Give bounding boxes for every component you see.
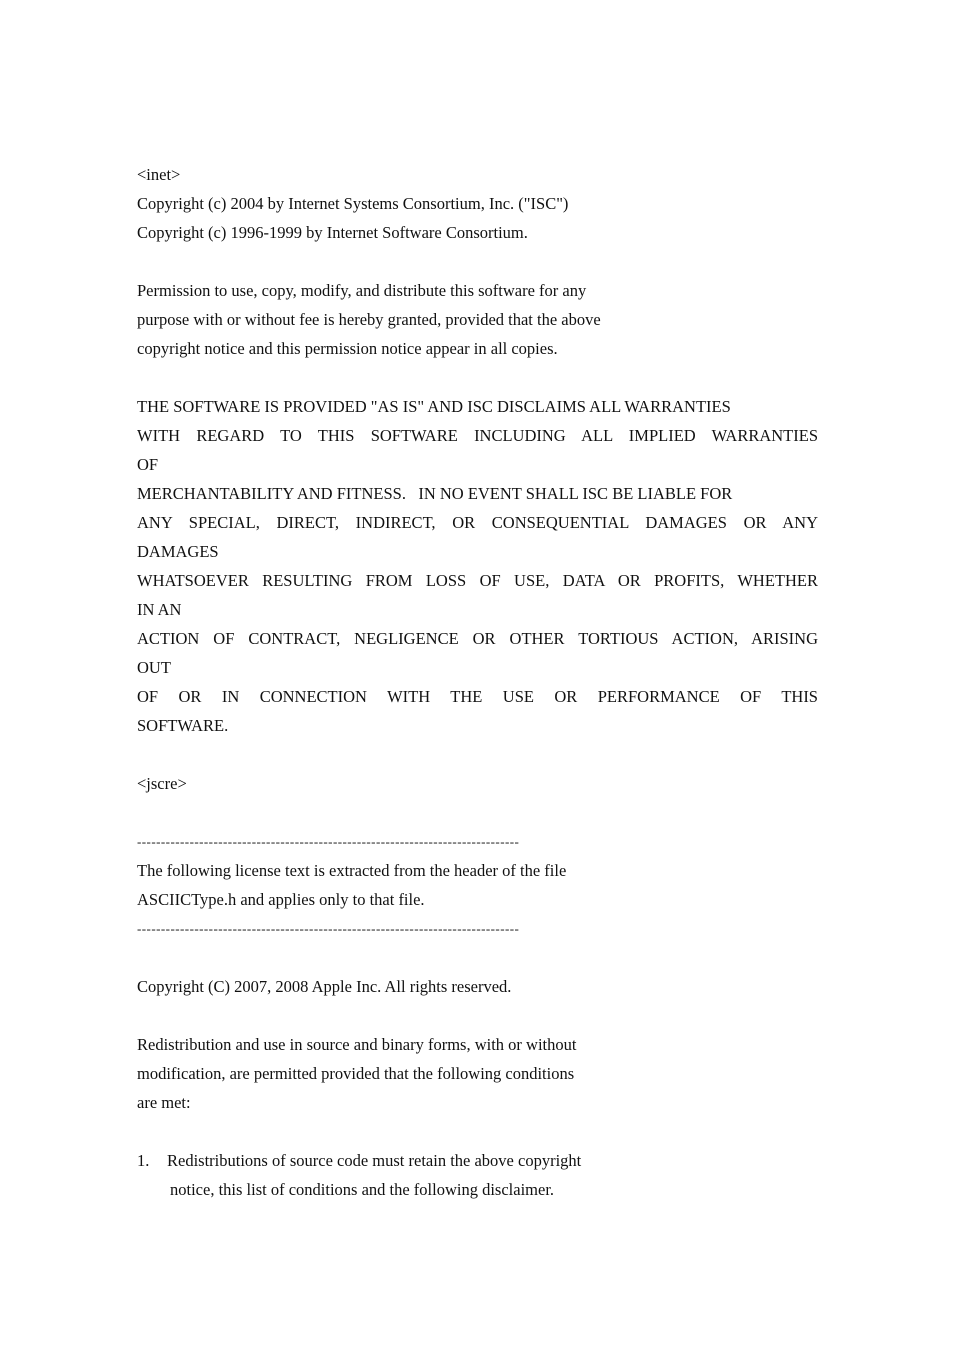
condition-continuation: notice, this list of conditions and the following disclaimer.: [170, 1180, 555, 1199]
disclaimer-line: SOFTWARE.: [137, 716, 229, 735]
inet-copyright-line: Copyright (c) 1996-1999 by Internet Software Consortium.: [137, 223, 528, 242]
permission-line: copyright notice and this permission notice appear in all copies.: [137, 339, 558, 358]
disclaimer-line: ANY SPECIAL, DIRECT, INDIRECT, OR CONSEQUENTIAL DAMAGES OR ANY: [137, 513, 818, 532]
redistribution-line: modification, are permitted provided that the following conditions: [137, 1064, 575, 1083]
permission-line: purpose with or without fee is hereby granted, provided that the above: [137, 310, 601, 329]
disclaimer-line: OF: [137, 455, 159, 474]
extract-notice-line: The following license text is extracted from the header of the file: [137, 861, 567, 880]
disclaimer-line: DAMAGES: [137, 542, 219, 561]
paragraph-gap: [137, 943, 818, 972]
disclaimer-line: ACTION OF CONTRACT, NEGLIGENCE OR OTHER TORTIOUS ACTION, ARISING: [137, 629, 818, 648]
redistribution-line: are met:: [137, 1093, 191, 1112]
separator-line: --------------------------------------------------------------------------------: [137, 921, 520, 936]
condition-number: 1.: [137, 1151, 150, 1170]
separator-line: --------------------------------------------------------------------------------: [137, 834, 520, 849]
paragraph-gap: [137, 1117, 818, 1146]
disclaimer-line: OF OR IN CONNECTION WITH THE USE OR PERFORMANCE OF THIS: [137, 687, 818, 706]
extract-notice-line: ASCIICType.h and applies only to that file.: [137, 890, 425, 909]
paragraph-gap: [137, 740, 818, 769]
condition-text: Redistributions of source code must retain the above copyright: [167, 1151, 582, 1170]
disclaimer-line: WITH REGARD TO THIS SOFTWARE INCLUDING ALL IMPLIED WARRANTIES: [137, 426, 818, 445]
disclaimer-line: OUT: [137, 658, 171, 677]
inet-section-tag: <inet>: [137, 165, 181, 184]
disclaimer-line: WHATSOEVER RESULTING FROM LOSS OF USE, DATA OR PROFITS, WHETHER: [137, 571, 818, 590]
paragraph-gap: [137, 247, 818, 276]
redistribution-line: Redistribution and use in source and binary forms, with or without: [137, 1035, 577, 1054]
jscre-section-tag: <jscre>: [137, 774, 187, 793]
paragraph-gap: [137, 798, 818, 827]
inet-copyright-line: Copyright (c) 2004 by Internet Systems Consortium, Inc. ("ISC"): [137, 194, 569, 213]
permission-line: Permission to use, copy, modify, and distribute this software for any: [137, 281, 587, 300]
paragraph-gap: [137, 363, 818, 392]
condition-item: [137, 1146, 818, 1175]
disclaimer-line: THE SOFTWARE IS PROVIDED "AS IS" AND ISC DISCLAIMS ALL WARRANTIES: [137, 397, 731, 416]
disclaimer-line: MERCHANTABILITY AND FITNESS. IN NO EVENT SHALL ISC BE LIABLE FOR: [137, 484, 733, 503]
apple-copyright-line: Copyright (C) 2007, 2008 Apple Inc. All rights reserved.: [137, 977, 512, 996]
paragraph-gap: [137, 1001, 818, 1030]
license-document: [137, 160, 818, 1204]
disclaimer-line: IN AN: [137, 600, 182, 619]
